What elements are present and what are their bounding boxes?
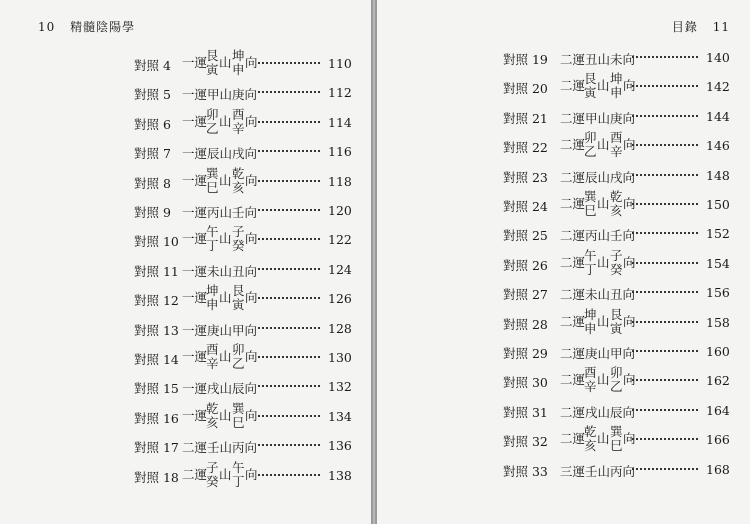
toc-entry-suffix: 向 xyxy=(623,78,636,94)
toc-page-number: 134 xyxy=(328,408,352,424)
toc-page-number: 138 xyxy=(328,467,352,483)
toc-entry-text: 二運壬山丙向 xyxy=(182,440,258,456)
toc-row xyxy=(377,130,750,158)
toc-entry-bot2: 巳 xyxy=(232,414,245,430)
toc-entry-label: 對照 25 xyxy=(503,228,548,244)
toc-entry-top1: 午 xyxy=(206,224,219,240)
toc-entry-top2: 子 xyxy=(610,247,623,263)
toc-page-number: 130 xyxy=(328,350,352,365)
toc-leader-dots xyxy=(258,375,320,387)
toc-entry-mid: 山 xyxy=(219,466,232,482)
toc-entry-suffix: 向 xyxy=(623,313,636,329)
toc-entry-text: 二運甲山庚向 xyxy=(560,110,636,126)
toc-entry-label: 對照 15 xyxy=(134,381,179,397)
toc-entry-suffix: 向 xyxy=(245,466,258,482)
toc-entry-bot2: 辛 xyxy=(610,144,623,160)
toc-entry-label: 對照 23 xyxy=(503,169,548,185)
toc-entry-mid: 山 xyxy=(597,313,610,329)
toc-page-number: 152 xyxy=(706,226,730,242)
toc-entry-prefix: 二運 xyxy=(560,137,586,153)
toc-row xyxy=(0,401,371,429)
toc-entry-label: 對照 11 xyxy=(134,263,179,279)
toc-row xyxy=(0,136,371,164)
toc-leader-dots xyxy=(258,81,320,93)
toc-entry-bot2: 丁 xyxy=(232,473,245,489)
toc-entry-top1: 卯 xyxy=(584,130,597,146)
toc-leader-dots xyxy=(632,105,698,117)
toc-entry-bot2: 乙 xyxy=(610,379,623,395)
toc-row xyxy=(377,277,750,305)
toc-entry-top2: 艮 xyxy=(232,283,245,299)
toc-row xyxy=(377,189,750,217)
toc-row xyxy=(0,460,371,488)
toc-leader-dots xyxy=(258,140,320,152)
toc-entry-composite xyxy=(182,283,262,311)
toc-row xyxy=(377,42,750,70)
toc-leader-dots xyxy=(632,46,698,58)
toc-leader-dots xyxy=(258,405,320,417)
toc-row xyxy=(0,166,371,194)
toc-entry-prefix: 二運 xyxy=(560,254,586,270)
toc-page-number: 112 xyxy=(328,85,352,101)
toc-entry-prefix: 一運 xyxy=(182,407,208,423)
toc-entry-prefix: 二運 xyxy=(560,372,586,388)
toc-entry-label: 對照 8 xyxy=(134,175,171,191)
toc-entry-label: 對照 28 xyxy=(503,316,548,332)
toc-entry-label: 對照 32 xyxy=(503,434,548,450)
toc-entry-mid: 山 xyxy=(597,254,610,270)
toc-row xyxy=(377,248,750,276)
toc-entry-text: 二運丑山未向 xyxy=(560,52,636,67)
toc-entry-mid: 山 xyxy=(219,349,232,364)
toc-entry-label: 對照 10 xyxy=(134,234,179,250)
toc-row xyxy=(0,195,371,223)
toc-entry-top1: 艮 xyxy=(584,71,597,87)
toc-entry-prefix: 一運 xyxy=(182,349,208,364)
toc-row xyxy=(377,395,750,423)
toc-entry-text: 二運戌山辰向 xyxy=(560,404,636,420)
toc-entry-label: 對照 17 xyxy=(134,440,179,456)
toc-page-number: 114 xyxy=(328,114,352,130)
toc-entry-label: 對照 21 xyxy=(503,110,548,126)
toc-entry-bot1: 寅 xyxy=(584,85,597,101)
toc-entry-top1: 坤 xyxy=(584,306,597,322)
toc-entry-mid: 山 xyxy=(597,78,610,94)
toc-entry-mid: 山 xyxy=(597,196,610,211)
toc-entry-mid: 山 xyxy=(219,113,232,129)
toc-leader-dots xyxy=(258,464,320,476)
toc-entry-composite xyxy=(182,166,262,194)
toc-leader-dots xyxy=(632,222,698,234)
toc-entry-mid: 山 xyxy=(597,137,610,153)
toc-row xyxy=(377,365,750,393)
toc-entry-top1: 午 xyxy=(584,247,597,263)
toc-row xyxy=(0,254,371,282)
toc-entry-top2: 子 xyxy=(232,224,245,240)
toc-entry-top2: 卯 xyxy=(610,365,623,381)
toc-row xyxy=(377,71,750,99)
toc-entry-suffix: 向 xyxy=(623,431,636,447)
toc-entry-text: 二運未山丑向 xyxy=(560,287,636,303)
toc-entry-bot1: 丁 xyxy=(206,238,219,254)
toc-entry-prefix: 一運 xyxy=(182,172,208,188)
toc-row xyxy=(377,424,750,452)
right-page-header xyxy=(672,18,730,35)
toc-entry-top2: 艮 xyxy=(610,306,623,322)
toc-entry-suffix: 向 xyxy=(245,172,258,188)
toc-page-number: 154 xyxy=(706,255,730,271)
toc-entry-label: 對照 18 xyxy=(134,469,179,485)
toc-leader-dots xyxy=(632,164,698,176)
toc-leader-dots xyxy=(632,428,698,440)
toc-entry-prefix: 二運 xyxy=(560,313,586,329)
toc-entry-mid: 山 xyxy=(597,372,610,388)
toc-entry-label: 對照 22 xyxy=(503,140,548,156)
toc-entry-bot2: 申 xyxy=(610,85,623,101)
toc-entry-label: 對照 27 xyxy=(503,287,548,303)
toc-leader-dots xyxy=(632,281,698,293)
toc-entry-suffix: 向 xyxy=(245,55,258,70)
toc-entry-composite xyxy=(182,460,262,488)
toc-entry-label: 對照 16 xyxy=(134,410,179,426)
toc-entry-bot1: 亥 xyxy=(206,414,219,430)
toc-leader-dots xyxy=(632,458,698,470)
toc-entry-mid: 山 xyxy=(219,290,232,306)
toc-entry-top1: 酉 xyxy=(584,365,597,381)
toc-entry-text: 一運庚山甲向 xyxy=(182,322,258,338)
toc-entry-suffix: 向 xyxy=(623,372,636,388)
toc-row xyxy=(0,371,371,399)
toc-entry-bot1: 寅 xyxy=(206,62,219,77)
toc-entry-composite xyxy=(182,48,262,76)
toc-entry-prefix: 二運 xyxy=(560,78,586,94)
toc-entry-label: 對照 5 xyxy=(134,87,171,103)
toc-page-number: 116 xyxy=(328,144,352,160)
toc-leader-dots xyxy=(258,111,320,123)
toc-entry-top1: 巽 xyxy=(206,165,219,181)
toc-leader-dots xyxy=(632,252,698,264)
toc-row xyxy=(377,307,750,335)
toc-entry-composite xyxy=(560,248,640,276)
toc-entry-bot1: 辛 xyxy=(584,379,597,395)
toc-entry-composite xyxy=(560,365,640,393)
toc-entry-mid: 山 xyxy=(597,431,610,447)
toc-entry-bot2: 亥 xyxy=(232,179,245,195)
toc-page-number: 156 xyxy=(706,285,730,301)
toc-entry-top2: 午 xyxy=(232,459,245,475)
toc-page-number: 158 xyxy=(706,314,730,330)
toc-entry-composite xyxy=(560,424,640,452)
toc-leader-dots xyxy=(632,369,698,381)
toc-entry-top2: 巽 xyxy=(232,400,245,416)
toc-row xyxy=(0,430,371,458)
toc-leader-dots xyxy=(258,287,320,299)
toc-entry-composite xyxy=(560,307,640,335)
toc-entry-text: 一運丙山壬向 xyxy=(182,205,258,220)
toc-entry-bot2: 癸 xyxy=(610,261,623,277)
toc-row xyxy=(377,218,750,246)
toc-entry-suffix: 向 xyxy=(623,196,636,211)
toc-entry-mid: 山 xyxy=(219,172,232,188)
toc-page-number: 148 xyxy=(706,167,730,183)
toc-leader-dots xyxy=(632,311,698,323)
toc-entry-top2: 酉 xyxy=(232,106,245,122)
toc-row xyxy=(0,48,371,76)
toc-entry-label: 對照 24 xyxy=(503,199,548,214)
toc-page-number: 118 xyxy=(328,173,352,189)
toc-entry-top2: 乾 xyxy=(232,165,245,181)
toc-entry-bot1: 乙 xyxy=(206,120,219,136)
toc-entry-top2: 卯 xyxy=(232,342,245,357)
toc-entry-top1: 乾 xyxy=(584,424,597,440)
toc-entry-text: 一運辰山戌向 xyxy=(182,146,258,162)
toc-entry-bot2: 乙 xyxy=(232,356,245,371)
toc-entry-label: 對照 13 xyxy=(134,322,179,338)
toc-page-number: 162 xyxy=(706,373,730,389)
left-page-header xyxy=(38,18,135,35)
toc-entry-composite xyxy=(560,71,640,99)
toc-page-number: 164 xyxy=(706,402,730,418)
toc-leader-dots xyxy=(258,346,320,358)
toc-entry-top1: 巽 xyxy=(584,189,597,204)
toc-entry-label: 對照 26 xyxy=(503,257,548,273)
toc-entry-prefix: 二運 xyxy=(560,431,586,447)
toc-entry-label: 對照 9 xyxy=(134,205,171,220)
toc-entry-text: 三運壬山丙向 xyxy=(560,463,636,479)
toc-leader-dots xyxy=(258,317,320,329)
toc-page-number: 110 xyxy=(328,56,352,71)
toc-row xyxy=(0,313,371,341)
left-page-number: 10 xyxy=(38,20,56,34)
toc-row xyxy=(0,107,371,135)
toc-entry-bot1: 申 xyxy=(584,320,597,336)
toc-row xyxy=(0,342,371,370)
toc-entry-bot2: 寅 xyxy=(610,320,623,336)
toc-page-number: 166 xyxy=(706,432,730,448)
toc-entry-label: 對照 19 xyxy=(503,52,548,67)
toc-entry-suffix: 向 xyxy=(623,137,636,153)
toc-leader-dots xyxy=(258,434,320,446)
left-page xyxy=(0,0,372,524)
left-page-running-title: 精髓陰陽學 xyxy=(70,20,136,34)
toc-page-number: 136 xyxy=(328,438,352,454)
toc-entry-top1: 坤 xyxy=(206,283,219,299)
toc-page-number: 160 xyxy=(706,344,730,359)
toc-entry-suffix: 向 xyxy=(245,349,258,364)
toc-entry-text: 二運丙山壬向 xyxy=(560,228,636,244)
toc-entry-suffix: 向 xyxy=(245,290,258,306)
toc-row xyxy=(0,283,371,311)
toc-entry-label: 對照 14 xyxy=(134,352,179,367)
toc-page-number: 124 xyxy=(328,261,352,277)
toc-page-number: 126 xyxy=(328,291,352,307)
toc-leader-dots xyxy=(258,228,320,240)
toc-page-number: 122 xyxy=(328,232,352,248)
toc-row xyxy=(377,336,750,364)
toc-entry-suffix: 向 xyxy=(245,407,258,423)
toc-entry-label: 對照 12 xyxy=(134,293,179,309)
toc-entry-prefix: 二運 xyxy=(560,196,586,211)
toc-entry-mid: 山 xyxy=(219,407,232,423)
toc-leader-dots xyxy=(258,199,320,211)
toc-entry-bot2: 亥 xyxy=(610,203,623,218)
toc-page-number: 150 xyxy=(706,197,730,212)
toc-entry-label: 對照 31 xyxy=(503,404,548,420)
toc-leader-dots xyxy=(258,52,320,64)
toc-entry-top2: 乾 xyxy=(610,189,623,204)
toc-entry-label: 對照 29 xyxy=(503,346,548,361)
toc-entry-mid: 山 xyxy=(219,231,232,247)
toc-entry-top1: 艮 xyxy=(206,48,219,63)
toc-page-number: 132 xyxy=(328,379,352,395)
toc-row xyxy=(0,77,371,105)
toc-entry-prefix: 一運 xyxy=(182,55,208,70)
toc-entry-bot2: 寅 xyxy=(232,297,245,313)
toc-entry-composite xyxy=(560,130,640,158)
toc-entry-bot1: 巳 xyxy=(206,179,219,195)
toc-entry-composite xyxy=(182,107,262,135)
toc-entry-label: 對照 30 xyxy=(503,375,548,391)
toc-entry-text: 一運未山丑向 xyxy=(182,263,258,279)
right-page-running-title: 目錄 xyxy=(671,20,698,34)
toc-leader-dots xyxy=(632,134,698,146)
toc-entry-text: 二運庚山甲向 xyxy=(560,346,636,361)
toc-page-number: 120 xyxy=(328,203,352,218)
toc-entry-bot1: 亥 xyxy=(584,438,597,454)
toc-entry-label: 對照 4 xyxy=(134,58,171,73)
toc-entry-top1: 乾 xyxy=(206,400,219,416)
toc-row xyxy=(0,224,371,252)
toc-leader-dots xyxy=(632,75,698,87)
toc-entry-text: 二運辰山戌向 xyxy=(560,169,636,185)
toc-entry-bot2: 巳 xyxy=(610,438,623,454)
toc-entry-prefix: 一運 xyxy=(182,290,208,306)
toc-entry-bot1: 丁 xyxy=(584,261,597,277)
toc-entry-label: 對照 6 xyxy=(134,116,171,132)
toc-entry-composite xyxy=(182,224,262,252)
toc-leader-dots xyxy=(258,258,320,270)
toc-entry-bot2: 申 xyxy=(232,62,245,77)
toc-entry-bot1: 乙 xyxy=(584,144,597,160)
toc-entry-text: 一運甲山庚向 xyxy=(182,87,258,103)
toc-page-number: 144 xyxy=(706,108,730,124)
toc-entry-bot1: 巳 xyxy=(584,203,597,218)
toc-entry-top1: 子 xyxy=(206,459,219,475)
toc-entry-composite xyxy=(560,189,640,217)
toc-entry-suffix: 向 xyxy=(623,254,636,270)
toc-entry-label: 對照 33 xyxy=(503,463,548,479)
toc-entry-top1: 酉 xyxy=(206,342,219,357)
toc-row xyxy=(377,160,750,188)
toc-leader-dots xyxy=(632,399,698,411)
toc-entry-top2: 坤 xyxy=(232,48,245,63)
toc-entry-bot2: 辛 xyxy=(232,120,245,136)
toc-entry-label: 對照 7 xyxy=(134,146,171,162)
toc-entry-label: 對照 20 xyxy=(503,81,548,97)
toc-page-number: 168 xyxy=(706,461,730,477)
toc-entry-bot1: 辛 xyxy=(206,356,219,371)
toc-entry-suffix: 向 xyxy=(245,231,258,247)
toc-entry-prefix: 二運 xyxy=(182,466,208,482)
toc-entry-composite xyxy=(182,401,262,429)
right-page xyxy=(376,0,750,524)
toc-entry-prefix: 一運 xyxy=(182,113,208,129)
toc-entry-top2: 巽 xyxy=(610,424,623,440)
toc-entry-top2: 坤 xyxy=(610,71,623,87)
toc-row xyxy=(377,101,750,129)
toc-row xyxy=(377,454,750,482)
toc-entry-bot1: 申 xyxy=(206,297,219,313)
toc-entry-text: 一運戌山辰向 xyxy=(182,381,258,397)
toc-entry-mid: 山 xyxy=(219,55,232,70)
toc-entry-prefix: 一運 xyxy=(182,231,208,247)
toc-page-number: 128 xyxy=(328,320,352,336)
toc-entry-bot1: 癸 xyxy=(206,473,219,489)
toc-leader-dots xyxy=(632,193,698,205)
toc-entry-composite xyxy=(182,342,262,370)
toc-leader-dots xyxy=(632,340,698,352)
toc-leader-dots xyxy=(258,170,320,182)
toc-page-number: 140 xyxy=(706,50,730,65)
toc-entry-top1: 卯 xyxy=(206,106,219,122)
toc-entry-top2: 酉 xyxy=(610,130,623,146)
toc-entry-bot2: 癸 xyxy=(232,238,245,254)
right-page-number: 11 xyxy=(712,20,730,34)
toc-page-number: 142 xyxy=(706,79,730,95)
toc-page-number: 146 xyxy=(706,138,730,154)
toc-entry-suffix: 向 xyxy=(245,113,258,129)
